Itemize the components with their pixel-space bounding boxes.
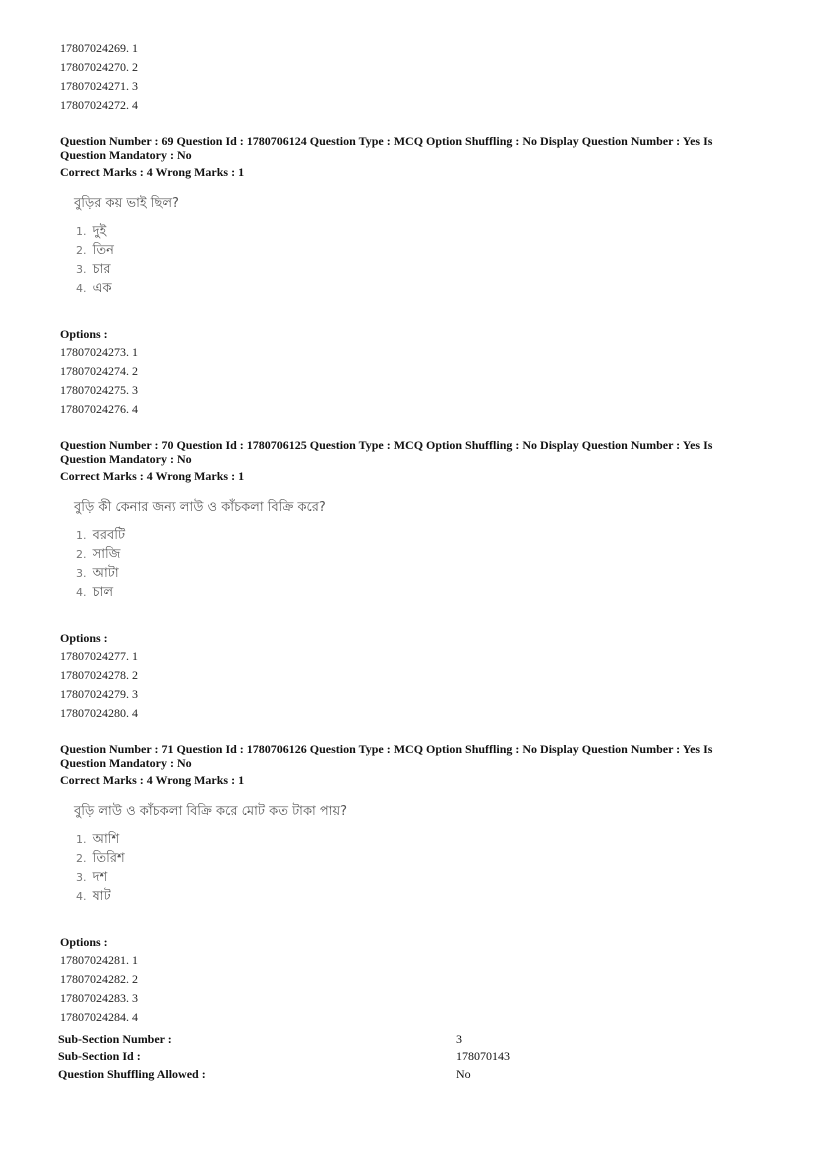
answer-choice [76, 260, 179, 279]
option-line: 17807024284. 4 [60, 1010, 138, 1024]
option-line: 17807024282. 2 [60, 972, 138, 986]
option-line: 17807024274. 2 [60, 364, 138, 378]
choice-text: চাল [92, 585, 114, 600]
answer-choice [76, 887, 347, 906]
choice-text: চার [92, 262, 111, 277]
choice-number: 4. [76, 890, 87, 903]
option-line: 17807024281. 1 [60, 953, 138, 967]
option-line: 17807024276. 4 [60, 402, 138, 416]
choice-text: সাজি [92, 547, 121, 562]
choice-text: এক [92, 281, 112, 296]
question-image [70, 804, 347, 906]
answer-choice [76, 526, 326, 545]
choice-text: দুই [92, 224, 107, 239]
question-header: Question Number : 69 Question Id : 1780706124 Question Type : MCQ Option Shuffling : No Display Question Number : Yes Is Question Mandatory : No [60, 134, 713, 162]
subsection-number-label: Sub-Section Number : [58, 1032, 172, 1046]
option-line: 17807024273. 1 [60, 345, 138, 359]
question-shuffling-value: No [456, 1067, 471, 1081]
answer-choice [76, 241, 179, 260]
question-image [70, 196, 179, 298]
question-marks: Correct Marks : 4 Wrong Marks : 1 [60, 469, 245, 483]
option-line: 17807024269. 1 [60, 41, 138, 55]
question-image [70, 500, 326, 602]
question-shuffling-label: Question Shuffling Allowed : [58, 1067, 206, 1081]
option-line: 17807024272. 4 [60, 98, 138, 112]
answer-choice [76, 849, 347, 868]
choice-number: 4. [76, 586, 87, 599]
subsection-id-value: 178070143 [456, 1049, 510, 1063]
answer-choice [76, 830, 347, 849]
answer-choice [76, 545, 326, 564]
option-line: 17807024271. 3 [60, 79, 138, 93]
question-header: Question Number : 71 Question Id : 1780706126 Question Type : MCQ Option Shuffling : No Display Question Number : Yes Is Question Mandatory : No [60, 742, 713, 770]
question-stem: বুড়ির কয় ভাই ছিল? [74, 196, 179, 211]
choice-number: 1. [76, 833, 87, 846]
question-stem: বুড়ি লাউ ও কাঁচকলা বিক্রি করে মোট কত টাকা পায়? [74, 804, 348, 819]
option-line: 17807024278. 2 [60, 668, 138, 682]
choice-text: বরবটি [92, 528, 126, 543]
option-line: 17807024277. 1 [60, 649, 138, 663]
choice-number: 4. [76, 282, 87, 295]
choice-number: 1. [76, 225, 87, 238]
question-marks: Correct Marks : 4 Wrong Marks : 1 [60, 773, 245, 787]
options-label: Options : [60, 935, 108, 949]
choice-text: তিন [92, 243, 114, 258]
choice-number: 3. [76, 263, 87, 276]
choice-number: 2. [76, 852, 87, 865]
options-label: Options : [60, 631, 108, 645]
option-line: 17807024279. 3 [60, 687, 138, 701]
choice-number: 2. [76, 244, 87, 257]
option-line: 17807024275. 3 [60, 383, 138, 397]
choice-number: 1. [76, 529, 87, 542]
answer-choice [76, 279, 179, 298]
answer-choice [76, 583, 326, 602]
subsection-id-label: Sub-Section Id : [58, 1049, 141, 1063]
choice-number: 3. [76, 567, 87, 580]
choice-text: আশি [92, 832, 120, 847]
options-label: Options : [60, 327, 108, 341]
choice-number: 3. [76, 871, 87, 884]
choice-text: দশ [92, 870, 108, 885]
choice-number: 2. [76, 548, 87, 561]
option-line: 17807024283. 3 [60, 991, 138, 1005]
answer-choice [76, 222, 179, 241]
subsection-number-value: 3 [456, 1032, 462, 1046]
question-stem: বুড়ি কী কেনার জন্য লাউ ও কাঁচকলা বিক্রি করে? [74, 500, 326, 515]
option-line: 17807024280. 4 [60, 706, 138, 720]
choice-text: আটা [92, 566, 119, 581]
choice-text: ষাট [92, 889, 111, 904]
choice-text: তিরিশ [92, 851, 125, 866]
answer-choice [76, 564, 326, 583]
question-header: Question Number : 70 Question Id : 1780706125 Question Type : MCQ Option Shuffling : No Display Question Number : Yes Is Question Mandatory : No [60, 438, 713, 466]
question-marks: Correct Marks : 4 Wrong Marks : 1 [60, 165, 245, 179]
option-line: 17807024270. 2 [60, 60, 138, 74]
answer-choice [76, 868, 347, 887]
